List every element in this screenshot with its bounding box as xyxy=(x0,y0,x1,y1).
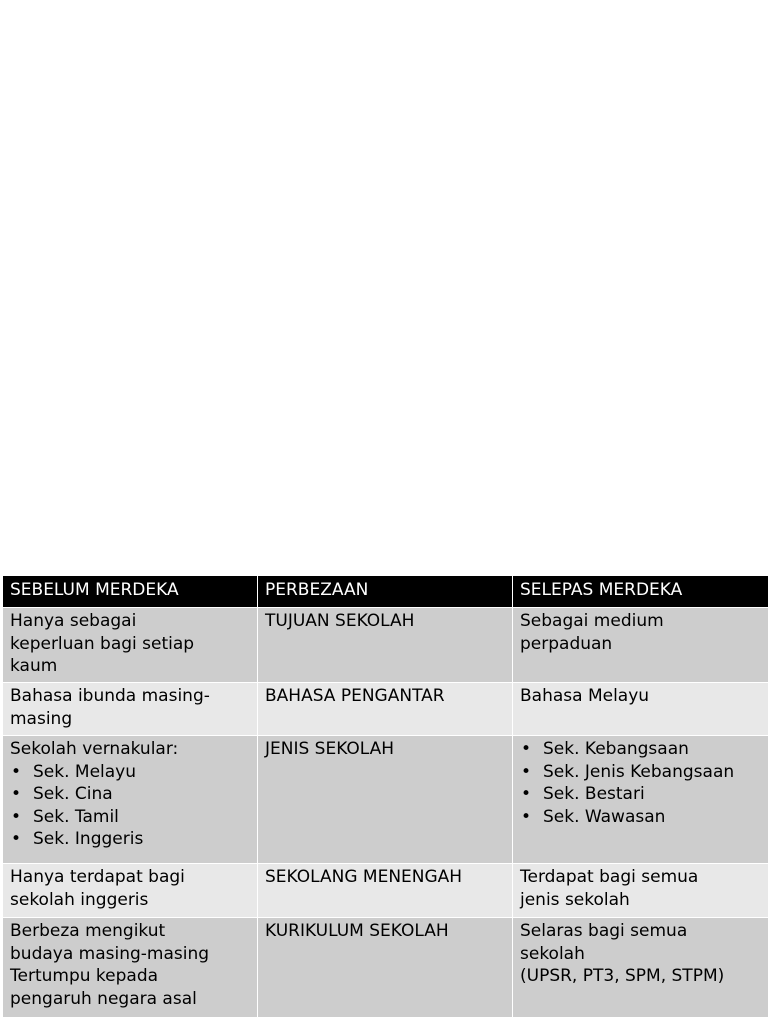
cell-line: sekolah xyxy=(520,943,585,964)
list-item: • Sek. Kebangsaan xyxy=(520,738,761,761)
cell-before xyxy=(3,683,258,736)
cell-before xyxy=(3,736,258,864)
cell-after xyxy=(513,918,768,1018)
cell-aspect: BAHASA PENGANTAR xyxy=(258,683,513,736)
cell-line: sekolah inggeris xyxy=(10,889,149,910)
header-after-merdeka: SELEPAS MERDEKA xyxy=(513,576,768,608)
cell-aspect: JENIS SEKOLAH xyxy=(258,736,513,864)
table-row xyxy=(3,683,768,736)
bullet-list xyxy=(520,738,761,828)
cell-line: (UPSR, PT3, SPM, STPM) xyxy=(520,966,725,986)
cell-line: Bahasa ibunda masing- xyxy=(10,686,210,706)
cell-aspect: TUJUAN SEKOLAH xyxy=(258,608,513,683)
cell-intro: Sekolah vernakular: xyxy=(10,739,179,759)
table-row xyxy=(3,608,768,683)
cell-line: Hanya terdapat bagi xyxy=(10,867,185,887)
cell-aspect: SEKOLANG MENENGAH xyxy=(258,864,513,918)
cell-after xyxy=(513,683,768,736)
cell-line: perpaduan xyxy=(520,633,613,654)
list-item: • Sek. Bestari xyxy=(520,783,761,806)
cell-before xyxy=(3,608,258,683)
cell-line: jenis sekolah xyxy=(520,889,630,910)
comparison-table xyxy=(2,575,768,1018)
list-item: • Sek. Inggeris xyxy=(10,828,250,851)
cell-after xyxy=(513,608,768,683)
cell-line: Berbeza mengikut xyxy=(10,921,166,941)
cell-line: Tertumpu kepada xyxy=(10,966,159,986)
cell-line: masing xyxy=(10,708,73,729)
cell-line: pengaruh negara asal xyxy=(10,988,197,1009)
table-header-row xyxy=(3,576,768,608)
table-row xyxy=(3,918,768,1018)
cell-line: keperluan bagi setiap xyxy=(10,633,195,654)
cell-line: budaya masing-masing xyxy=(10,943,210,964)
cell-line: Bahasa Melayu xyxy=(520,686,650,706)
cell-line: Selaras bagi semua xyxy=(520,921,688,941)
cell-line: kaum xyxy=(10,656,58,676)
header-difference: PERBEZAAN xyxy=(258,576,513,608)
bullet-list xyxy=(10,761,250,851)
list-item: • Sek. Tamil xyxy=(10,806,250,829)
cell-before xyxy=(3,918,258,1018)
list-item: • Sek. Melayu xyxy=(10,761,250,784)
list-item: • Sek. Wawasan xyxy=(520,806,761,829)
cell-line: Hanya sebagai xyxy=(10,611,137,631)
cell-after xyxy=(513,864,768,918)
table-row xyxy=(3,864,768,918)
header-before-merdeka: SEBELUM MERDEKA xyxy=(3,576,258,608)
table-row xyxy=(3,736,768,864)
cell-aspect: KURIKULUM SEKOLAH xyxy=(258,918,513,1018)
list-item: • Sek. Jenis Kebangsaan xyxy=(520,761,761,784)
list-item: • Sek. Cina xyxy=(10,783,250,806)
cell-line: Sebagai medium xyxy=(520,611,664,631)
cell-line: Terdapat bagi semua xyxy=(520,867,699,887)
cell-before xyxy=(3,864,258,918)
cell-after xyxy=(513,736,768,864)
